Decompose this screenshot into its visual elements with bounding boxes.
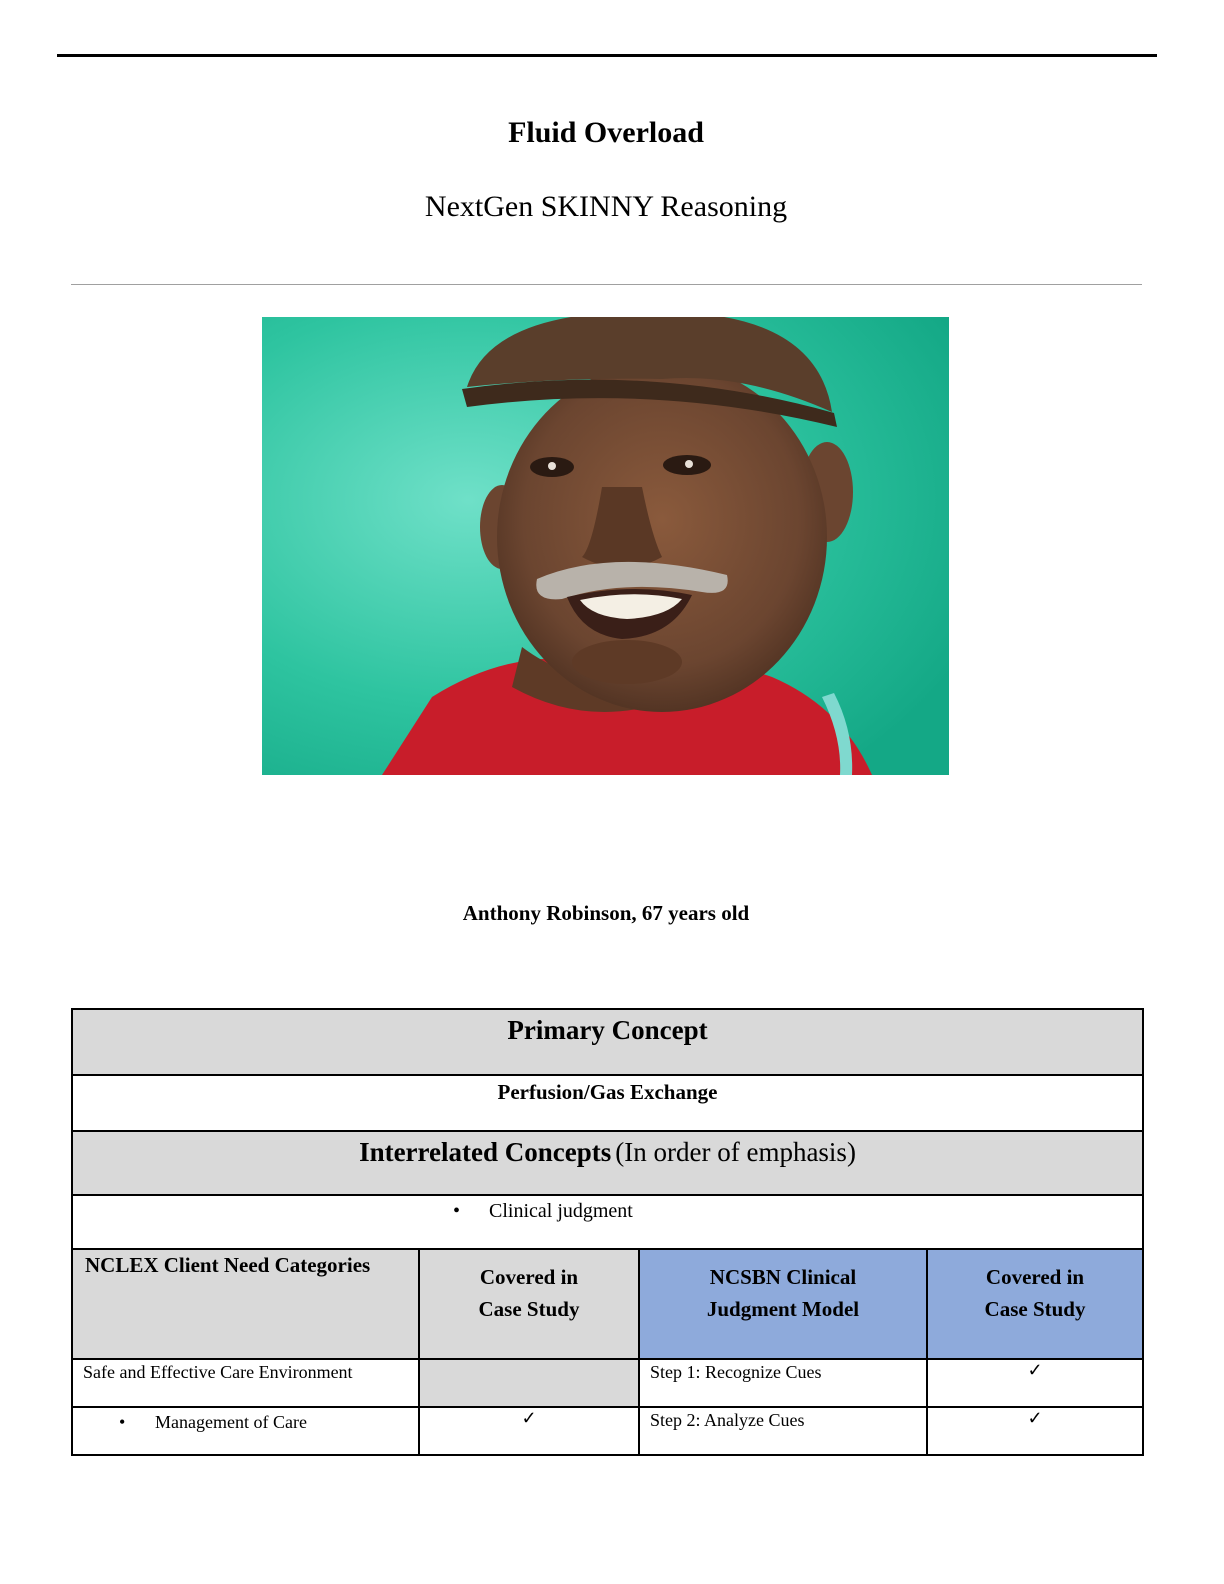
check-icon: ✓: [1027, 1360, 1043, 1380]
document-subtitle: NextGen SKINNY Reasoning: [424, 190, 788, 223]
concept-table: [71, 1008, 1144, 1456]
interrelated-concepts-note: (In order of emphasis): [615, 1137, 856, 1167]
table-row: [72, 1359, 1143, 1407]
patient-photo: [262, 317, 949, 775]
nclex-header: NCLEX Client Need Categories: [85, 1253, 371, 1277]
covered-header-cell-1: [419, 1249, 639, 1359]
covered-header-cell-2: [927, 1249, 1143, 1359]
section-divider: [71, 284, 1142, 285]
bullet-icon: •: [119, 1412, 126, 1432]
covered-header-2-line2: Case Study: [984, 1297, 1086, 1321]
interrelated-concepts-list-row: [72, 1195, 1143, 1249]
patient-name: Anthony Robinson, 67 years old: [462, 901, 750, 925]
primary-concept-value-cell: [72, 1075, 1143, 1131]
table-row: [72, 1407, 1143, 1455]
covered-cell-2: [927, 1359, 1143, 1407]
ncsbn-step: Step 2: Analyze Cues: [650, 1410, 805, 1430]
ncsbn-header-cell: [639, 1249, 927, 1359]
top-rule: [57, 54, 1157, 57]
list-item: [73, 1408, 418, 1433]
primary-concept-value-row: [72, 1075, 1143, 1131]
bullet-icon: •: [453, 1200, 461, 1222]
document-title: Fluid Overload: [508, 116, 704, 149]
covered-header-1-line2: Case Study: [478, 1297, 580, 1321]
interrelated-concepts-header-row: [72, 1131, 1143, 1195]
list-item: [73, 1196, 1142, 1223]
interrelated-concepts-heading: Interrelated Concepts: [359, 1137, 612, 1167]
interrelated-concepts-list-cell: [72, 1195, 1143, 1249]
primary-concept-value: Perfusion/Gas Exchange: [497, 1080, 718, 1104]
categories-header-row: [72, 1249, 1143, 1359]
covered-header-2-line1: Covered in: [985, 1265, 1085, 1289]
ncsbn-cell: [639, 1359, 927, 1407]
ncsbn-cell: [639, 1407, 927, 1455]
ncsbn-step: Step 1: Recognize Cues: [650, 1362, 822, 1382]
primary-concept-header-cell: [72, 1009, 1143, 1075]
covered-cell-2: [927, 1407, 1143, 1455]
covered-cell-1: [419, 1407, 639, 1455]
interrelated-concept-item: Clinical judgment: [489, 1200, 633, 1222]
check-icon: ✓: [521, 1408, 537, 1428]
check-icon: ✓: [1027, 1408, 1043, 1428]
nclex-cell: [72, 1407, 419, 1455]
nclex-header-cell: [72, 1249, 419, 1359]
primary-concept-header-row: [72, 1009, 1143, 1075]
covered-header-1-line1: Covered in: [479, 1265, 579, 1289]
covered-cell-1: [419, 1359, 639, 1407]
nclex-category: Safe and Effective Care Environment: [83, 1362, 353, 1382]
patient-photo-illustration: [262, 317, 949, 775]
ncsbn-header-line2: Judgment Model: [706, 1297, 860, 1321]
primary-concept-heading: Primary Concept: [507, 1015, 708, 1045]
interrelated-concepts-header-cell: [72, 1131, 1143, 1195]
ncsbn-header-line1: NCSBN Clinical: [709, 1265, 857, 1289]
nclex-category: Management of Care: [155, 1412, 307, 1432]
nclex-cell: [72, 1359, 419, 1407]
